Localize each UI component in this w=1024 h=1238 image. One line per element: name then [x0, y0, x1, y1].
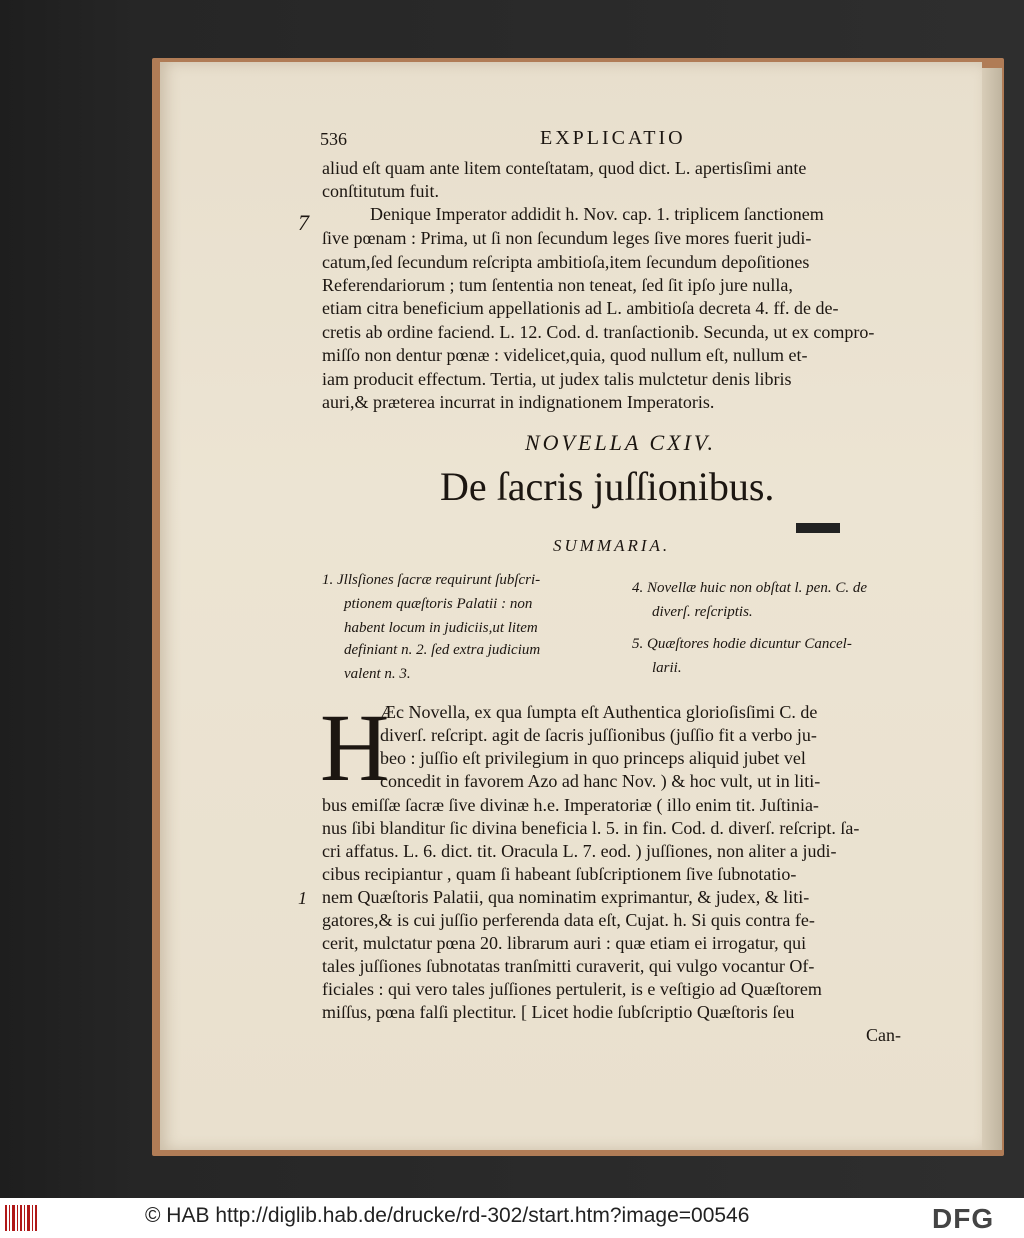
- body-line: miſſus, pœna falſi plectitur. [ Licet hodie ſubſcriptio Quæſtoris ſeu: [322, 1002, 795, 1022]
- text-line: auri,& præterea incurrat in indignationem Imperatoris.: [322, 392, 715, 412]
- text-line: catum,ſed ſecundum reſcripta ambitioſa,item ſecundum depoſitiones: [322, 252, 810, 272]
- body-line: nem Quæſtoris Palatii, qua nominatim exprimantur, & judex, & liti-: [322, 887, 810, 907]
- text-line: conſtitutum fuit.: [322, 181, 439, 201]
- text-line: ſive pœnam : Prima, ut ſi non ſecundum leges ſive mores fuerit judi-: [322, 228, 812, 248]
- running-title: EXPLICATIO: [540, 127, 686, 149]
- page-gutter-strip: [982, 68, 1002, 1150]
- summary-left-line: ptionem quæſtoris Palatii : non: [344, 596, 533, 612]
- body-line: bus emiſſæ ſacræ ſive divinæ h.e. Imperatoriæ ( illo enim tit. Juſtinia-: [322, 795, 819, 815]
- text-line: iam producit effectum. Tertia, ut judex talis mulctetur denis libris: [322, 369, 792, 389]
- summary-left-line: 1. Jllsſiones ſacræ requirunt ſubſcri-: [322, 572, 541, 588]
- body-line: Æc Novella, ex qua ſumpta eſt Authentica glorioſisſimi C. de: [380, 702, 818, 722]
- body-line: concedit in favorem Azo ad hanc Nov. ) & hoc vult, ut in liti-: [380, 771, 821, 791]
- summary-right-line: 4. Novellæ huic non obſtat l. pen. C. de: [632, 580, 867, 596]
- drop-capital: H: [320, 694, 390, 801]
- summary-left-line: definiant n. 2. ſed extra judicium: [344, 642, 541, 658]
- summaria-heading: SUMMARIA.: [553, 536, 671, 555]
- copyright-link[interactable]: © HAB http://diglib.hab.de/drucke/rd-302/start.htm?image=00546: [145, 1204, 750, 1227]
- ornament-bar: [796, 523, 840, 533]
- text-line: Denique Imperator addidit h. Nov. cap. 1. triplicem ſanctionem: [370, 204, 824, 224]
- body-line: cri affatus. L. 6. dict. tit. Oracula L. 7. eod. ) juſſiones, non aliter a judi-: [322, 841, 837, 861]
- viewer-footer: [0, 1198, 1024, 1238]
- margin-number: 1: [298, 888, 307, 908]
- text-line: cretis ab ordine faciend. L. 12. Cod. d. tranſactionib. Secunda, ut ex compro-: [322, 322, 875, 342]
- page-number: 536: [320, 129, 347, 149]
- text-line: Referendariorum ; tum ſententia non teneat, ſed ſit ipſo jure nulla,: [322, 275, 793, 295]
- summary-left-line: valent n. 3.: [344, 666, 411, 682]
- margin-number: 7: [298, 210, 309, 235]
- body-line: diverſ. reſcript. agit de ſacris juſſionibus (juſſio fit a verbo ju-: [380, 725, 817, 745]
- summary-right-line: 5. Quæſtores hodie dicuntur Cancel-: [632, 636, 852, 652]
- body-line: cibus recipiantur , quam ſi habeant ſubſcriptionem ſive ſubnotatio-: [322, 864, 797, 884]
- body-line: cerit, mulctatur pœna 20. librarum auri : quæ etiam ei irrogatur, qui: [322, 933, 807, 953]
- summary-right-line: diverſ. reſcriptis.: [652, 604, 753, 620]
- summary-right-line: larii.: [652, 660, 682, 676]
- section-title: De ſacris juſſionibus.: [440, 464, 775, 509]
- text-line: aliud eſt quam ante litem conteſtatam, quod dict. L. apertisſimi ante: [322, 158, 807, 178]
- text-line: miſſo non dentur pœnæ : videlicet,quia, quod nullum eſt, nullum et-: [322, 345, 808, 365]
- text-line: etiam citra beneficium appellationis ad L. ambitioſa decreta 4. ff. de de-: [322, 298, 839, 318]
- body-line: tales juſſiones ſubnotatas tranſmitti curaverit, qui vulgo vocantur Of-: [322, 956, 815, 976]
- body-line: beo : juſſio eſt privilegium in quo princeps aliquid jubet vel: [380, 748, 806, 768]
- summary-left-line: habent locum in judiciis,ut litem: [344, 620, 538, 636]
- barcode-icon: [4, 1202, 40, 1234]
- body-line: nus ſibi blanditur ſic divina beneficia l. 5. in fin. Cod. d. diverſ. reſcript. ſa-: [322, 818, 860, 838]
- body-line: ficiales : qui vero tales juſſiones pertulerit, is e veſtigio ad Quæſtorem: [322, 979, 822, 999]
- novella-number: NOVELLA CXIV.: [525, 430, 716, 455]
- dfg-logo: DFG: [932, 1203, 995, 1234]
- body-line: gatores,& is cui juſſio perferenda data eſt, Cujat. h. Si quis contra fe-: [322, 910, 815, 930]
- catchword: Can-: [866, 1025, 901, 1045]
